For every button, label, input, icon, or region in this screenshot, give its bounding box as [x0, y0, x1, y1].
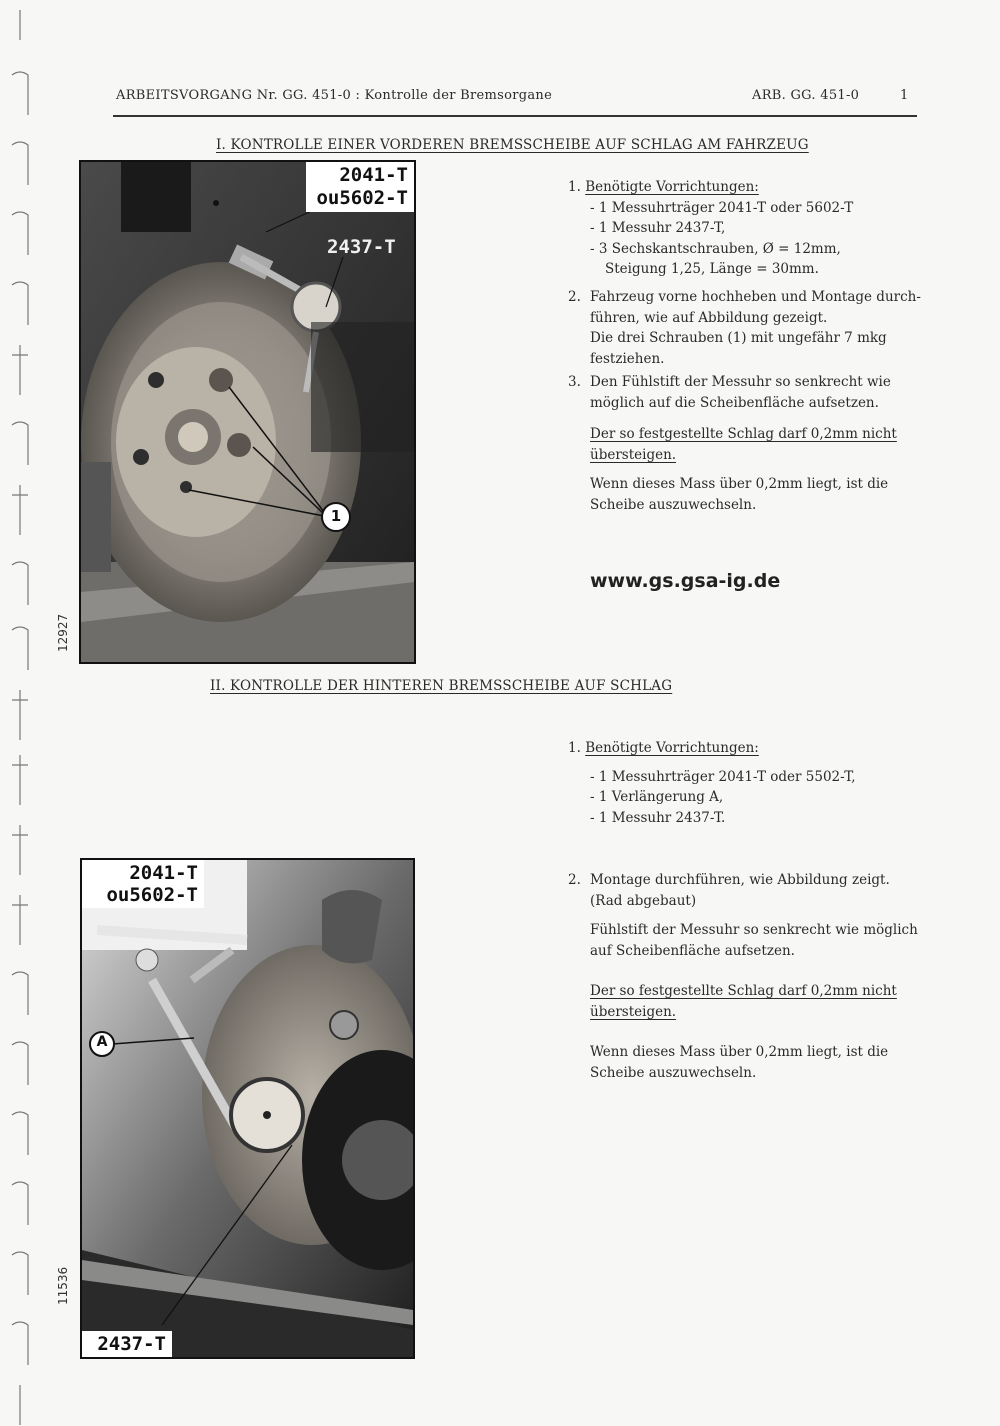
step1-item: - 1 Verlängerung A, — [590, 789, 724, 805]
step1-item: - 3 Sechskantschrauben, Ø = 12mm, — [590, 240, 841, 257]
step2-line: Montage durchführen, wie Abbildung zeigt. — [590, 872, 890, 888]
section2-note — [590, 1042, 930, 1083]
step2-line: (Rad abgebaut) — [590, 892, 697, 909]
step3-line: Den Fühlstift der Messuhr so senkrecht wie — [590, 374, 891, 390]
warning-line: übersteigen. — [590, 1003, 677, 1020]
warning-line: Der so festgestellte Schlag darf 0,2mm nicht — [590, 426, 897, 442]
step2-num: 2. — [568, 872, 581, 888]
step1-heading: Benötigte Vorrichtungen: — [585, 179, 759, 195]
step1-item: - 1 Messuhr 2437-T. — [590, 809, 726, 826]
header-title: ARBEITSVORGANG Nr. GG. 451-0 : Kontrolle der Bremsorgane — [116, 88, 553, 103]
note-line: Scheibe auszuwechseln. — [590, 1064, 757, 1081]
rear-disc-photo — [82, 860, 413, 1357]
tool-label-box — [306, 162, 414, 212]
section1-warning — [590, 424, 930, 465]
step1-num: 1. — [568, 179, 581, 195]
watermark-url: www.gs.gsa-ig.de — [590, 570, 781, 592]
section2-para — [590, 920, 930, 961]
figure1-number: 12927 — [56, 613, 70, 652]
gauge-2437-label: 2437-T — [82, 1331, 172, 1357]
section1-step3 — [568, 372, 928, 413]
section1-title-text: I. KONTROLLE EINER VORDEREN BREMSSCHEIBE AUF SCHLAG AM FAHRZEUG — [216, 137, 809, 153]
step1-num: 1. — [568, 740, 581, 756]
warning-line: übersteigen. — [590, 446, 677, 463]
note-line: Wenn dieses Mass über 0,2mm liegt, ist die — [590, 1044, 889, 1060]
step2-line: Die drei Schrauben (1) mit ungefähr 7 mkg — [590, 330, 887, 346]
step1-item: - 1 Messuhrträger 2041-T oder 5502-T, — [590, 768, 856, 785]
step2-line: Fahrzeug vorne hochheben und Montage durch- — [590, 289, 921, 305]
note-line: Scheibe auszuwechseln. — [590, 496, 757, 513]
section2-step2 — [568, 870, 928, 911]
section1-note — [590, 474, 930, 515]
section2-title-text: II. KONTROLLE DER HINTEREN BREMSSCHEIBE AUF SCHLAG — [210, 678, 673, 694]
step1-item: - 1 Messuhrträger 2041-T oder 5602-T — [590, 199, 854, 216]
binding-marks — [8, 0, 38, 1426]
figure-front-brake-disc — [79, 160, 416, 664]
para-line: auf Scheibenfläche aufsetzen. — [590, 942, 795, 959]
tool-2041-label: 2041-T — [129, 862, 198, 884]
figure-rear-brake-disc — [80, 858, 415, 1359]
section2-warning — [590, 981, 930, 1022]
step3-num: 3. — [568, 374, 581, 390]
header-ref: ARB. GG. 451-0 — [752, 88, 860, 103]
section2-step1 — [568, 738, 928, 828]
figure2-number: 11536 — [56, 1266, 70, 1305]
page-number: 1 — [900, 88, 909, 103]
tool-5602-label: ou5602-T — [316, 187, 408, 209]
tool-label-box — [82, 860, 204, 908]
callout-a-text: A — [96, 1034, 108, 1050]
section1-step1 — [568, 177, 928, 280]
header-rule — [113, 115, 917, 117]
tool-2041-label: 2041-T — [339, 164, 408, 186]
step1-heading: Benötigte Vorrichtungen: — [585, 740, 759, 756]
tool-5602-label: ou5602-T — [106, 884, 198, 906]
para-line: Fühlstift der Messuhr so senkrecht wie möglich — [590, 922, 918, 938]
step1-item: - 1 Messuhr 2437-T, — [590, 220, 726, 236]
note-line: Wenn dieses Mass über 0,2mm liegt, ist die — [590, 476, 889, 492]
step2-num: 2. — [568, 289, 581, 305]
callout-1-text: 1 — [330, 507, 342, 525]
step2-line: führen, wie auf Abbildung gezeigt. — [590, 309, 828, 326]
step2-line: festziehen. — [590, 350, 665, 367]
section1-title — [216, 137, 809, 153]
gauge-2437-label: 2437-T — [327, 236, 396, 258]
section2-title — [210, 678, 672, 694]
warning-line: Der so festgestellte Schlag darf 0,2mm nicht — [590, 983, 897, 999]
step3-line: möglich auf die Scheibenfläche aufsetzen. — [590, 394, 879, 411]
step1-item: Steigung 1,25, Länge = 30mm. — [605, 261, 819, 277]
section1-step2 — [568, 287, 928, 369]
